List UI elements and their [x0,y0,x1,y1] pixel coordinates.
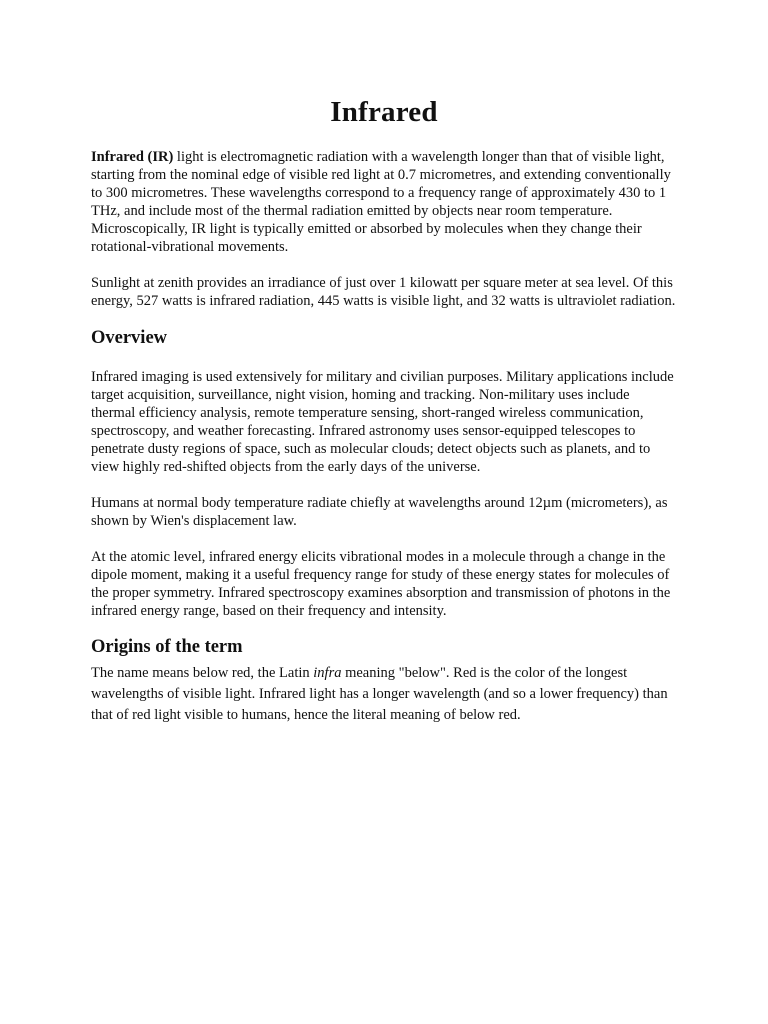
intro-term: Infrared (IR) [91,149,174,165]
intro-text: light is electromagnetic radiation with a wavelength longer than that of visible light, starting from the nominal edge of visible red light at 0.7 micrometres, and extending conventionally to 300 micrometres. These wavelengths correspond to a frequency range of approximately 430 to 1 THz, and include most of the thermal radiation emitted by objects near room temperature. Microscopically, IR light is typically emitted or absorbed by molecules when they change their rotational-vibrational movements. [91,149,671,255]
document-body [91,94,677,726]
origins-text-before: The name means below red, the Latin [91,665,314,681]
overview-paragraph-2: Humans at normal body temperature radiate chiefly at wavelengths around 12µm (micrometers), as shown by Wien's displacement law. [91,495,668,529]
origins-heading: Origins of the term [91,637,243,657]
origins-latin-word: infra [313,665,342,681]
sunlight-paragraph: Sunlight at zenith provides an irradiance of just over 1 kilowatt per square meter at sea level. Of this energy, 527 watts is infrared radiation, 445 watts is visible light, and 32 watts is ultraviolet radiation. [91,275,676,309]
page-title: Infrared [330,96,438,128]
overview-heading: Overview [91,328,168,348]
intro-paragraph [91,148,677,256]
origins-paragraph [91,663,677,726]
overview-paragraph-1: Infrared imaging is used extensively for military and civilian purposes. Military applications include target acquisition, surveillance, night vision, homing and tracking. Non-military uses include thermal efficiency analysis, remote temperature sensing, short-ranged wireless communication, spectroscopy, and weather forecasting. Infrared astronomy uses sensor-equipped telescopes to penetrate dusty regions of space, such as molecular clouds; detect objects such as planets, and to view highly red-shifted objects from the early days of the universe. [91,369,674,475]
overview-paragraph-3: At the atomic level, infrared energy elicits vibrational modes in a molecule through a change in the dipole moment, making it a useful frequency range for study of these energy states for molecules of the proper symmetry. Infrared spectroscopy examines absorption and transmission of photons in the infrared energy range, based on their frequency and intensity. [91,549,671,619]
origins-text-after: meaning "below". Red is the color of the longest wavelengths of visible light. Infrared light has a longer wavelength (and so a lower frequency) than that of red light visible to humans, hence the literal meaning of below red. [91,665,668,723]
